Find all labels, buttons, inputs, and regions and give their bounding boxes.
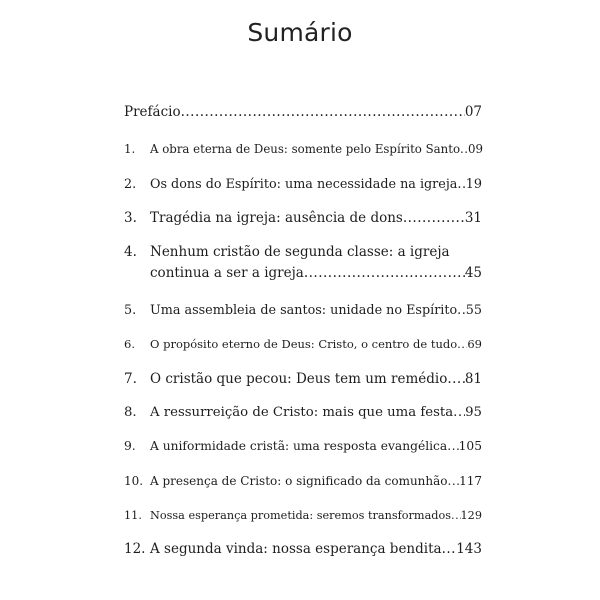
dot-leader — [457, 302, 466, 320]
toc-page-number: 19 — [465, 177, 482, 192]
toc-page-number: 143 — [456, 541, 482, 557]
dot-leader — [304, 264, 465, 282]
toc-entry-chapter-7 — [124, 370, 482, 388]
toc-page-number: 117 — [459, 474, 482, 488]
dot-leader — [457, 176, 465, 194]
toc-page-number: 81 — [464, 371, 482, 387]
toc-page-number: 09 — [468, 142, 483, 156]
chapter-number: 12. — [124, 541, 146, 557]
toc-entry-title: A obra eterna de Deus: somente pelo Espírito Santo — [150, 142, 461, 156]
chapter-number: 2. — [124, 177, 137, 192]
dot-leader — [451, 507, 460, 525]
chapter-number: 6. — [124, 337, 135, 351]
chapter-number: 11. — [124, 509, 142, 522]
chapter-number: 5. — [124, 303, 137, 318]
chapter-number: 1. — [124, 142, 136, 156]
dot-leader — [457, 335, 467, 353]
toc-entry-chapter-4 — [124, 243, 482, 282]
toc-page-number: 129 — [460, 509, 482, 522]
toc-entry-title: A presença de Cristo: o significado da comunhão — [150, 474, 448, 488]
toc-entry-chapter-6 — [124, 335, 482, 353]
dot-leader — [460, 140, 468, 158]
toc-entry-title: Os dons do Espírito: uma necessidade na igreja — [150, 177, 458, 192]
toc-page-number: 95 — [465, 405, 482, 420]
toc-entry-title: O propósito eterno de Deus: Cristo, o centro de tudo — [150, 337, 458, 351]
chapter-number: 7. — [124, 371, 137, 387]
dot-leader — [181, 103, 465, 121]
dot-leader — [453, 404, 465, 422]
toc-entry-chapter-2 — [124, 176, 482, 194]
chapter-number: 4. — [124, 244, 137, 260]
toc-entry-preface — [124, 103, 482, 121]
toc-entry-title: Tragédia na igreja: ausência de dons — [150, 210, 403, 226]
toc-entry-chapter-3 — [124, 209, 482, 227]
toc-entry-title: Prefácio — [124, 104, 181, 120]
chapter-number: 10. — [124, 474, 144, 488]
toc-entry-title: Nenhum cristão de segunda classe: a igreja — [150, 244, 450, 260]
chapter-number: 3. — [124, 210, 137, 226]
toc-entry-chapter-12 — [124, 540, 482, 558]
chapter-number: 8. — [124, 405, 137, 420]
toc-entry-title: Nossa esperança prometida: seremos transformados — [150, 509, 452, 522]
toc-entry-chapter-10 — [124, 472, 482, 490]
toc-entry-title: A segunda vinda: nossa esperança bendita — [150, 541, 442, 557]
dot-leader — [442, 540, 457, 558]
toc-entry-title: O cristão que pecou: Deus tem um remédio — [150, 371, 448, 387]
toc-entry-chapter-11 — [124, 507, 482, 525]
toc-page-number: 69 — [467, 337, 482, 351]
toc-entry-title: A uniformidade cristã: uma resposta evangélica — [150, 439, 448, 453]
toc-entry-chapter-5 — [124, 302, 482, 320]
page-title: Sumário — [247, 18, 353, 47]
toc-page-number: 07 — [464, 104, 482, 120]
toc-entry-chapter-8 — [124, 404, 482, 422]
toc-page-number: 105 — [458, 439, 482, 453]
dot-leader — [447, 437, 458, 455]
toc-page-number: 45 — [464, 265, 482, 281]
dot-leader — [403, 209, 465, 227]
toc-page-number: 31 — [464, 210, 482, 226]
toc-entry-chapter-9 — [124, 437, 482, 455]
toc-entry-title-continued: continua a ser a igreja — [150, 265, 304, 281]
chapter-number: 9. — [124, 439, 136, 453]
dot-leader — [447, 370, 464, 388]
toc-entry-chapter-1 — [124, 140, 482, 158]
toc-entry-title: A ressurreição de Cristo: mais que uma festa — [150, 405, 454, 420]
toc-entry-title: Uma assembleia de santos: unidade no Espírito — [150, 303, 458, 318]
toc-page-number: 55 — [465, 303, 482, 318]
dot-leader — [448, 472, 460, 490]
